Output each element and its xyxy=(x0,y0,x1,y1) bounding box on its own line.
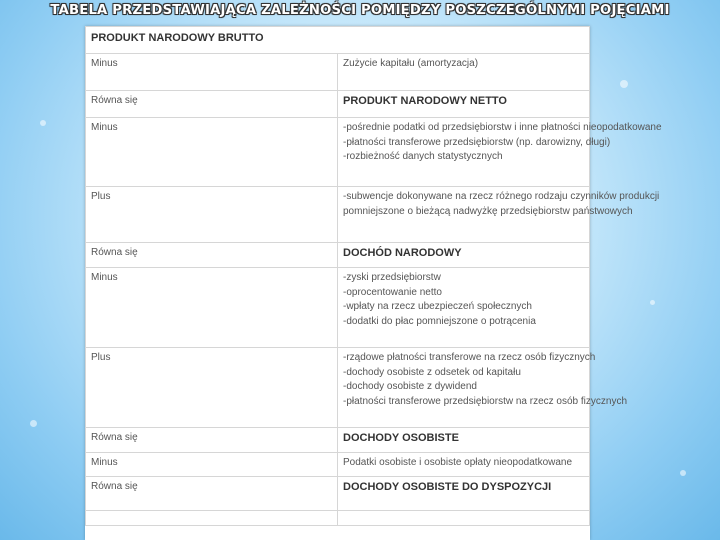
table-row xyxy=(86,348,590,428)
operator-cell: Minus xyxy=(86,268,338,348)
description-line: -dodatki do płac pomniejszone o potrącenia xyxy=(343,315,536,327)
description-cell xyxy=(338,187,660,243)
description-cell xyxy=(338,511,590,526)
table-row xyxy=(86,453,590,477)
description-cell xyxy=(338,453,590,477)
description-cell xyxy=(338,54,590,91)
description-line: -subwencje dokonywane na rzecz różnego rodzaju czynników produkcji xyxy=(343,191,660,202)
description-line: -wpłaty na rzecz ubezpieczeń społecznych xyxy=(343,301,532,312)
operator-cell: Równa się xyxy=(86,477,338,511)
description-cell xyxy=(338,243,590,268)
operator-cell: Równa się xyxy=(86,243,338,268)
table-row xyxy=(86,511,590,526)
operator-cell: Minus xyxy=(86,54,338,91)
table-row xyxy=(86,54,590,91)
operator-cell xyxy=(86,511,338,526)
operator-cell: Plus xyxy=(86,187,338,243)
description-line: -płatności transferowe przedsiębiorstw (np. darowizny, długi) xyxy=(343,136,611,148)
description-line: Podatki osobiste i osobiste opłaty nieopodatkowane xyxy=(343,457,573,468)
description-line: pomniejszone o bieżącą nadwyżkę przedsiębiorstw państwowych xyxy=(343,205,633,217)
description-cell xyxy=(338,268,590,348)
operator-cell: Równa się xyxy=(86,91,338,118)
description-cell xyxy=(338,348,628,428)
description-line: -dochody osobiste z odsetek od kapitału xyxy=(343,366,521,378)
description-line: -płatności transferowe przedsiębiorstw na rzecz osób fizycznych xyxy=(343,395,628,407)
description-line: DOCHÓD NARODOWY xyxy=(343,247,462,259)
slide-title: TABELA PRZEDSTAWIAJĄCA ZALEŻNOŚCI POMIĘDZY POSZCZEGÓLNYMI POJĘCIAMI xyxy=(50,3,670,18)
table-row xyxy=(86,243,590,268)
operator-cell: Równa się xyxy=(86,428,338,453)
table-header-row xyxy=(86,27,590,54)
table-header-cell: PRODUKT NARODOWY BRUTTO xyxy=(86,27,590,54)
description-line: Zużycie kapitału (amortyzacja) xyxy=(343,58,479,69)
description-line: -zyski przedsiębiorstw xyxy=(343,272,441,283)
background-sparkle xyxy=(30,420,37,427)
description-cell xyxy=(338,118,662,187)
description-line: -pośrednie podatki od przedsiębiorstw i inne płatności nieopodatkowane xyxy=(343,122,662,133)
relations-table xyxy=(85,26,662,526)
operator-cell: Plus xyxy=(86,348,338,428)
background-sparkle xyxy=(40,120,46,126)
description-line: -rządowe płatności transferowe na rzecz osób fizycznych xyxy=(343,352,596,363)
table-row xyxy=(86,268,590,348)
background-sparkle xyxy=(650,300,655,305)
description-line: DOCHODY OSOBISTE DO DYSPOZYCJI xyxy=(343,481,552,493)
description-line: PRODUKT NARODOWY NETTO xyxy=(343,95,507,107)
description-line: -dochody osobiste z dywidend xyxy=(343,381,477,392)
table-row xyxy=(86,477,590,511)
background-sparkle xyxy=(620,80,628,88)
table-row xyxy=(86,187,590,243)
description-line: -oprocentowanie netto xyxy=(343,286,442,298)
description-cell xyxy=(338,91,590,118)
description-line: -rozbieżność danych statystycznych xyxy=(343,151,503,162)
background-sparkle xyxy=(680,470,686,476)
description-cell xyxy=(338,428,590,453)
operator-cell: Minus xyxy=(86,453,338,477)
operator-cell: Minus xyxy=(86,118,338,187)
document-page xyxy=(85,26,662,540)
description-cell xyxy=(338,477,590,511)
table-row xyxy=(86,91,590,118)
table-row xyxy=(86,428,590,453)
description-line: DOCHODY OSOBISTE xyxy=(343,432,459,444)
table-row xyxy=(86,118,590,187)
